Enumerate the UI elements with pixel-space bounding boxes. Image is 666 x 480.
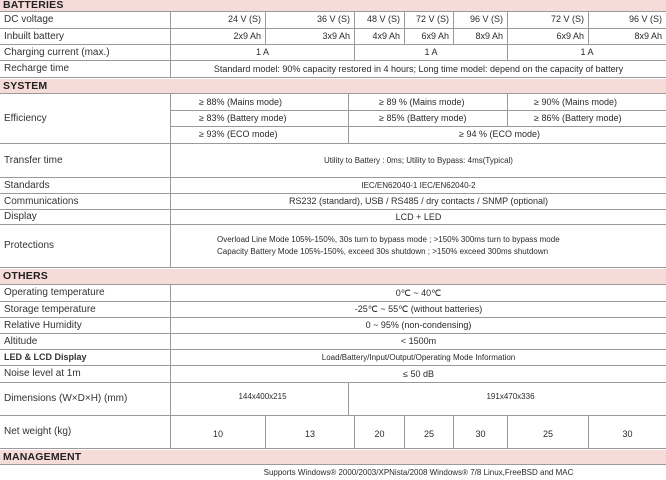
label-protections: Protections (4, 240, 55, 251)
row-divider (0, 77, 666, 78)
row-divider (171, 110, 666, 111)
label-inbuilt-battery: Inbuilt battery (4, 30, 65, 42)
inbuilt-battery-value: 8x9 Ah (634, 31, 662, 41)
protections-value (213, 225, 666, 267)
column-divider (404, 11, 405, 44)
dc-voltage-value: 48 V (S) (366, 14, 400, 24)
net-weight-value: 13 (304, 428, 315, 439)
row-divider (0, 365, 666, 366)
row-divider (0, 209, 666, 210)
row-divider (0, 60, 666, 61)
row-divider (171, 126, 666, 127)
dc-voltage-value: 96 V (S) (469, 14, 503, 24)
row-divider (0, 415, 666, 416)
led-lcd-display-value: Load/Battery/Input/Output/Operating Mode Information (321, 352, 516, 362)
relative-humidity-value: 0 ~ 95% (non-condensing) (365, 320, 472, 330)
label-storage-temperature: Storage temperature (4, 303, 96, 315)
inbuilt-battery-value: 6x9 Ah (556, 31, 584, 41)
dc-voltage-value: 36 V (S) (316, 14, 350, 24)
efficiency-mains: ≥ 88% (Mains mode) (199, 97, 282, 107)
row-divider (0, 193, 666, 194)
label-led-lcd-display: LED & LCD Display (4, 352, 87, 362)
inbuilt-battery-value: 4x9 Ah (372, 31, 400, 41)
section-management: MANAGEMENT (0, 450, 666, 464)
label-noise-level: Noise level at 1m (4, 368, 81, 379)
label-communications: Communications (4, 195, 79, 207)
row-divider (0, 224, 666, 225)
transfer-time-value: Utility to Battery : 0ms; Utility to Bypass: 4ms(Typical) (324, 155, 513, 165)
column-divider (453, 11, 454, 44)
label-standards: Standards (4, 179, 50, 191)
column-divider (588, 11, 589, 44)
label-efficiency: Efficiency (4, 112, 47, 124)
row-divider (0, 44, 666, 45)
efficiency-mains: ≥ 89 % (Mains mode) (379, 97, 465, 107)
management-value: Supports Windows® 2000/2003/XPNista/2008 Windows® 7/8 Linux,FreeBSD and MAC (263, 467, 574, 477)
column-divider (265, 415, 266, 449)
communications-value: RS232 (standard), USB / RS485 / dry contacts / SNMP (optional) (289, 196, 548, 206)
label-dc-voltage: DC voltage (4, 13, 54, 25)
charging-current-value: 1 A (255, 47, 269, 57)
column-divider (348, 382, 349, 415)
row-divider (0, 301, 666, 302)
net-weight-value: 30 (622, 428, 633, 439)
row-divider (0, 349, 666, 350)
dc-voltage-value: 72 V (S) (415, 14, 449, 24)
dimensions-value: 144x400x215 (238, 392, 287, 401)
row-divider (0, 28, 666, 29)
net-weight-value: 25 (423, 428, 434, 439)
row-divider (0, 11, 666, 12)
row-divider (0, 464, 666, 465)
protections-line-2: Capacity Battery Mode 105%-150%, exceed 30s shutdown ; >150% exceed 300ms shutdown (217, 247, 549, 256)
recharge-time-value: Standard model: 90% capacity restored in 4 hours; Long time model: depend on the capacity of battery (213, 63, 624, 74)
protections-line-1: Overload Line Mode 105%-150%, 30s turn to bypass mode ; >150% 300ms turn to bypass mode (217, 235, 560, 244)
charging-current-value: 1 A (424, 47, 438, 57)
dc-voltage-value: 72 V (S) (550, 14, 584, 24)
column-divider (404, 415, 405, 449)
column-divider (588, 415, 589, 449)
standards-value: IEC/EN62040-1 IEC/EN62040-2 (361, 180, 476, 190)
storage-temperature-value: -25℃ ~ 55℃ (without batteries) (354, 304, 483, 314)
column-divider (507, 11, 508, 61)
label-recharge-time: Recharge time (4, 63, 70, 74)
label-altitude: Altitude (4, 335, 38, 347)
efficiency-eco: ≥ 94 % (ECO mode) (459, 129, 540, 139)
row-divider (0, 317, 666, 318)
column-divider (265, 11, 266, 44)
net-weight-value: 20 (374, 428, 385, 439)
net-weight-value: 30 (475, 428, 486, 439)
section-batteries: BATTERIES (0, 0, 666, 11)
net-weight-value: 25 (542, 428, 553, 439)
column-divider (507, 415, 508, 449)
label-charging-current: Charging current (max.) (4, 46, 110, 58)
label-dimensions: Dimensions (W×D×H) (mm) (4, 393, 128, 404)
operating-temperature-value: 0℃ ~ 40℃ (395, 287, 442, 298)
section-system: SYSTEM (0, 79, 666, 93)
efficiency-battery: ≥ 85% (Battery mode) (379, 113, 467, 123)
efficiency-mains: ≥ 90% (Mains mode) (534, 97, 617, 107)
inbuilt-battery-value: 3x9 Ah (322, 31, 350, 41)
row-divider (0, 333, 666, 334)
row-divider (0, 382, 666, 383)
display-value: LCD + LED (395, 211, 442, 222)
row-divider (0, 177, 666, 178)
section-others: OTHERS (0, 269, 666, 284)
row-divider (0, 284, 666, 285)
column-divider (354, 415, 355, 449)
column-divider (170, 93, 171, 268)
label-display: Display (4, 211, 37, 222)
efficiency-battery: ≥ 86% (Battery mode) (534, 113, 622, 123)
row-divider (0, 448, 666, 449)
dc-voltage-value: 96 V (S) (628, 14, 662, 24)
row-divider (0, 93, 666, 94)
inbuilt-battery-value: 2x9 Ah (233, 31, 261, 41)
net-weight-value: 10 (212, 428, 223, 439)
column-divider (348, 126, 349, 144)
label-operating-temperature: Operating temperature (4, 287, 105, 298)
dimensions-value: 191x470x336 (486, 392, 535, 401)
row-divider (0, 267, 666, 268)
charging-current-value: 1 A (580, 47, 594, 57)
column-divider (354, 11, 355, 61)
inbuilt-battery-value: 6x9 Ah (421, 31, 449, 41)
altitude-value: < 1500m (400, 336, 437, 346)
column-divider (453, 415, 454, 449)
noise-level-value: ≤ 50 dB (403, 368, 434, 379)
label-relative-humidity: Relative Humidity (4, 319, 82, 331)
column-divider (348, 93, 349, 127)
dc-voltage-value: 24 V (S) (227, 14, 261, 24)
efficiency-battery: ≥ 83% (Battery mode) (199, 113, 287, 123)
column-divider (170, 11, 171, 78)
label-net-weight: Net weight (kg) (4, 426, 72, 437)
efficiency-eco: ≥ 93% (ECO mode) (199, 129, 278, 139)
column-divider (507, 93, 508, 127)
label-transfer-time: Transfer time (4, 154, 63, 166)
column-divider (170, 284, 171, 449)
row-divider (0, 143, 666, 144)
inbuilt-battery-value: 8x9 Ah (475, 31, 503, 41)
